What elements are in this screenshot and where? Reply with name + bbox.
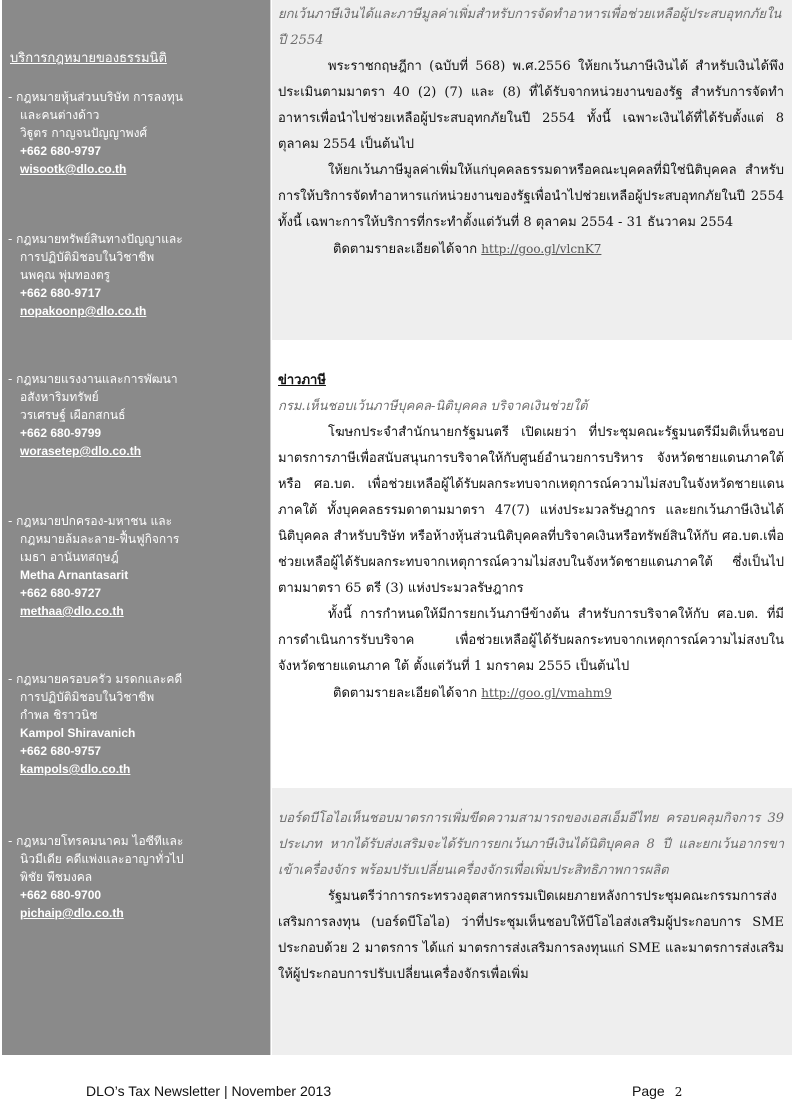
contact-phone: +662 680-9717 — [20, 286, 102, 300]
contact-area: การปฏิบัติมิชอบในวิชาชีพ — [20, 690, 155, 704]
contact-email-link[interactable]: worasetep@dlo.co.th — [20, 444, 142, 458]
follow-label: ติดตามรายละเอียดได้จาก — [333, 242, 478, 257]
contact-area: นิวมีเดีย คดีแพ่งและอาญาทั่วไป — [20, 852, 184, 866]
article-paragraph: โฆษกประจำสำนักนายกรัฐมนตรี เปิดเผยว่า ที่ประชุมคณะรัฐมนตรีมีมติเห็นชอบมาตรการภาษีเพื่อสนับสนุนการบริจาคให้กับศูนย์อำนวยการบริหาร จังหวัดชายแดนภาคใต้ หรือ ศอ.บต. เพื่อช่วยเหลือผู้ได้รับผลกระทบจากเหตุการณ์ความไม่สงบในจังหวัดชายแดนภาคใต้ ทั้งบุคคลธรรมดาตามมาตรา 47(7) แห่งประมวลรัษฎากร และยกเว้นภาษีเงินได้นิติบุคคล สำหรับบริษัท หรือห้างหุ้นส่วนนิติบุคคลที่บริจาคเงินหรือทรัพย์สินให้กับ ศอ.บต.เพื่อช่วยเหลือผู้ได้รับผลกระทบจากเหตุการณ์ความไม่สงบในจังหวัดชายแดนภาคใต้ ซึ่งเป็นไปตามมาตรา 65 ตรี (3) แห่งประมวลรัษฎากร — [278, 425, 784, 596]
contact-card — [8, 230, 266, 320]
page-label: Page — [632, 1083, 665, 1099]
sidebar — [2, 0, 271, 1055]
contact-email-link[interactable]: wisootk@dlo.co.th — [20, 162, 127, 176]
footer-newsletter-title: DLO’s Tax Newsletter | November 2013 — [86, 1083, 332, 1099]
contact-card — [8, 370, 266, 460]
contact-name-en: Kampol Shiravanich — [20, 726, 136, 740]
article-title: บอร์ดบีโอไอเห็นชอบมาตรการเพิ่มขีดความสามารถของเอสเอ็มอีไทย ครอบคลุมกิจการ 39 ประเภท หากได้รับส่งเสริมจะได้รับการยกเว้นภาษีเงินได้นิติบุคคล 8 ปี และยกเว้นอากรขาเข้าเครื่องจักร พร้อมปรับเปลี่ยนเครื่องจักรเพื่อเพิ่มประสิทธิภาพการผลิต — [278, 811, 784, 878]
contact-area: - กฎหมายปกครอง-มหาชน และ — [8, 514, 173, 528]
article-title: กรม.เห็นชอบเว้นภาษีบุคคล-นิติบุคคล บริจาคเงินช่วยใต้ — [278, 399, 588, 414]
contact-name: กำพล ชิราวนิช — [20, 708, 98, 722]
contact-card — [8, 670, 266, 778]
article-2 — [278, 368, 784, 707]
follow-line — [278, 680, 784, 707]
footer-page — [632, 1083, 682, 1099]
article-1 — [278, 2, 784, 263]
contact-phone: +662 680-9757 — [20, 744, 102, 758]
contact-name-en: Metha Arnantasarit — [20, 568, 129, 582]
contact-name: วิฐูตร กาญจนปัญญาพงศ์ — [20, 126, 148, 140]
contact-area: และคนต่างด้าว — [20, 108, 100, 122]
contact-email-link[interactable]: pichaip@dlo.co.th — [20, 906, 124, 920]
follow-line — [278, 236, 784, 263]
contact-phone: +662 680-9727 — [20, 586, 102, 600]
contact-card — [8, 832, 266, 922]
article-paragraph: ทั้งนี้ การกำหนดให้มีการยกเว้นภาษีข้างต้น สำหรับการบริจาคให้กับ ศอ.บต. ที่มีการดำเนินการรับบริจาค เพื่อช่วยเหลือผู้ได้รับผลกระทบจากเหตุการณ์ความไม่สงบในจังหวัดชายแดนภาค ใต้ ตั้งแต่วันที่ 1 มกราคม 2555 เป็นต้นไป — [278, 607, 784, 674]
contact-area: การปฏิบัติมิชอบในวิชาชีพ — [20, 250, 155, 264]
contact-name: พิชัย พืชมงคล — [20, 870, 93, 884]
contact-card — [8, 512, 266, 620]
contact-area: - กฎหมายแรงงานและการพัฒนา — [8, 372, 178, 386]
follow-label: ติดตามรายละเอียดได้จาก — [333, 686, 478, 701]
contact-name: วรเศรษฐ์ เผือกสกนธ์ — [20, 408, 126, 422]
article-link[interactable]: http://goo.gl/vmahm9 — [481, 686, 612, 700]
contact-area: กฎหมายล้มละลาย-ฟื้นฟูกิจการ — [20, 532, 180, 546]
contact-phone: +662 680-9799 — [20, 426, 102, 440]
contact-name: นพคุณ พุ่มทองตรู — [20, 268, 111, 282]
article-title: ยกเว้นภาษีเงินได้และภาษีมูลค่าเพิ่มสำหรับการจัดทำอาหารเพื่อช่วยเหลือผู้ประสบอุทกภัยในปี 2554 — [278, 7, 782, 48]
contact-phone: +662 680-9797 — [20, 144, 102, 158]
contact-card — [8, 88, 266, 178]
contact-email-link[interactable]: kampols@dlo.co.th — [20, 762, 131, 776]
main-content — [272, 0, 792, 1055]
article-paragraph: ให้ยกเว้นภาษีมูลค่าเพิ่มให้แก่บุคคลธรรมดาหรือคณะบุคคลที่มิใช่นิติบุคคล สำหรับการให้บริการจัดทำอาหารแก่หน่วยงานของรัฐเพื่อนำไปช่วยเหลือผู้ประสบอุทกภัยในปี 2554 ทั้งนี้ เฉพาะการให้บริการที่กระทำตั้งแต่วันที่ 8 ตุลาคม 2554 - 31 ธันวาคม 2554 — [278, 163, 784, 230]
contact-area: - กฎหมายทรัพย์สินทางปัญญาและ — [8, 232, 183, 246]
contact-area: อสังหาริมทรัพย์ — [20, 390, 99, 404]
contact-email-link[interactable]: methaa@dlo.co.th — [20, 604, 124, 618]
contact-area: - กฎหมายโทรคมนาคม ไอซีทีและ — [8, 834, 184, 848]
article-link[interactable]: http://goo.gl/vlcnK7 — [481, 242, 602, 256]
contact-name: เมธา อานันทสฤษฎ์ — [20, 550, 119, 564]
contact-email-link[interactable]: nopakoonp@dlo.co.th — [20, 304, 147, 318]
contact-phone: +662 680-9700 — [20, 888, 102, 902]
page — [2, 0, 792, 1055]
contact-area: - กฎหมายหุ้นส่วนบริษัท การลงทุน — [8, 90, 183, 104]
sidebar-heading: บริการกฎหมายของธรรมนิติ — [10, 51, 167, 66]
section-heading: ข่าวภาษี — [278, 373, 326, 388]
page-number: 2 — [674, 1085, 683, 1099]
article-3 — [278, 806, 784, 988]
contact-area: - กฎหมายครอบครัว มรดกและคดี — [8, 672, 183, 686]
article-paragraph: พระราชกฤษฎีกา (ฉบับที่ 568) พ.ศ.2556 ให้ยกเว้นภาษีเงินได้ สำหรับเงินได้พึงประเมินตามมาตรา 40 (2) (7) และ (8) ที่ได้รับจากหน่วยงานของรัฐ สำหรับการจัดทำอาหารเพื่อนำไปช่วยเหลือผู้ประสบอุทกภัยในปี 2554 ทั้งนี้ เฉพาะเงินได้ที่ได้รับตั้งแต่ 8 ตุลาคม 2554 เป็นต้นไป — [278, 59, 784, 152]
article-paragraph: รัฐมนตรีว่าการกระทรวงอุตสาหกรรมเปิดเผยภายหลังการประชุมคณะกรรมการส่งเสริมการลงทุน (บอร์ดบีโอไอ) ว่าที่ประชุมเห็นชอบให้บีโอไอส่งเสริมผู้ประกอบการ SME ประกอบด้วย 2 มาตรการ ได้แก่ มาตรการส่งเสริมการลงทุนแก่ SME และมาตรการส่งเสริมให้ผู้ประกอบการปรับเปลี่ยนเครื่องจักรเพื่อเพิ่ม — [278, 889, 784, 982]
